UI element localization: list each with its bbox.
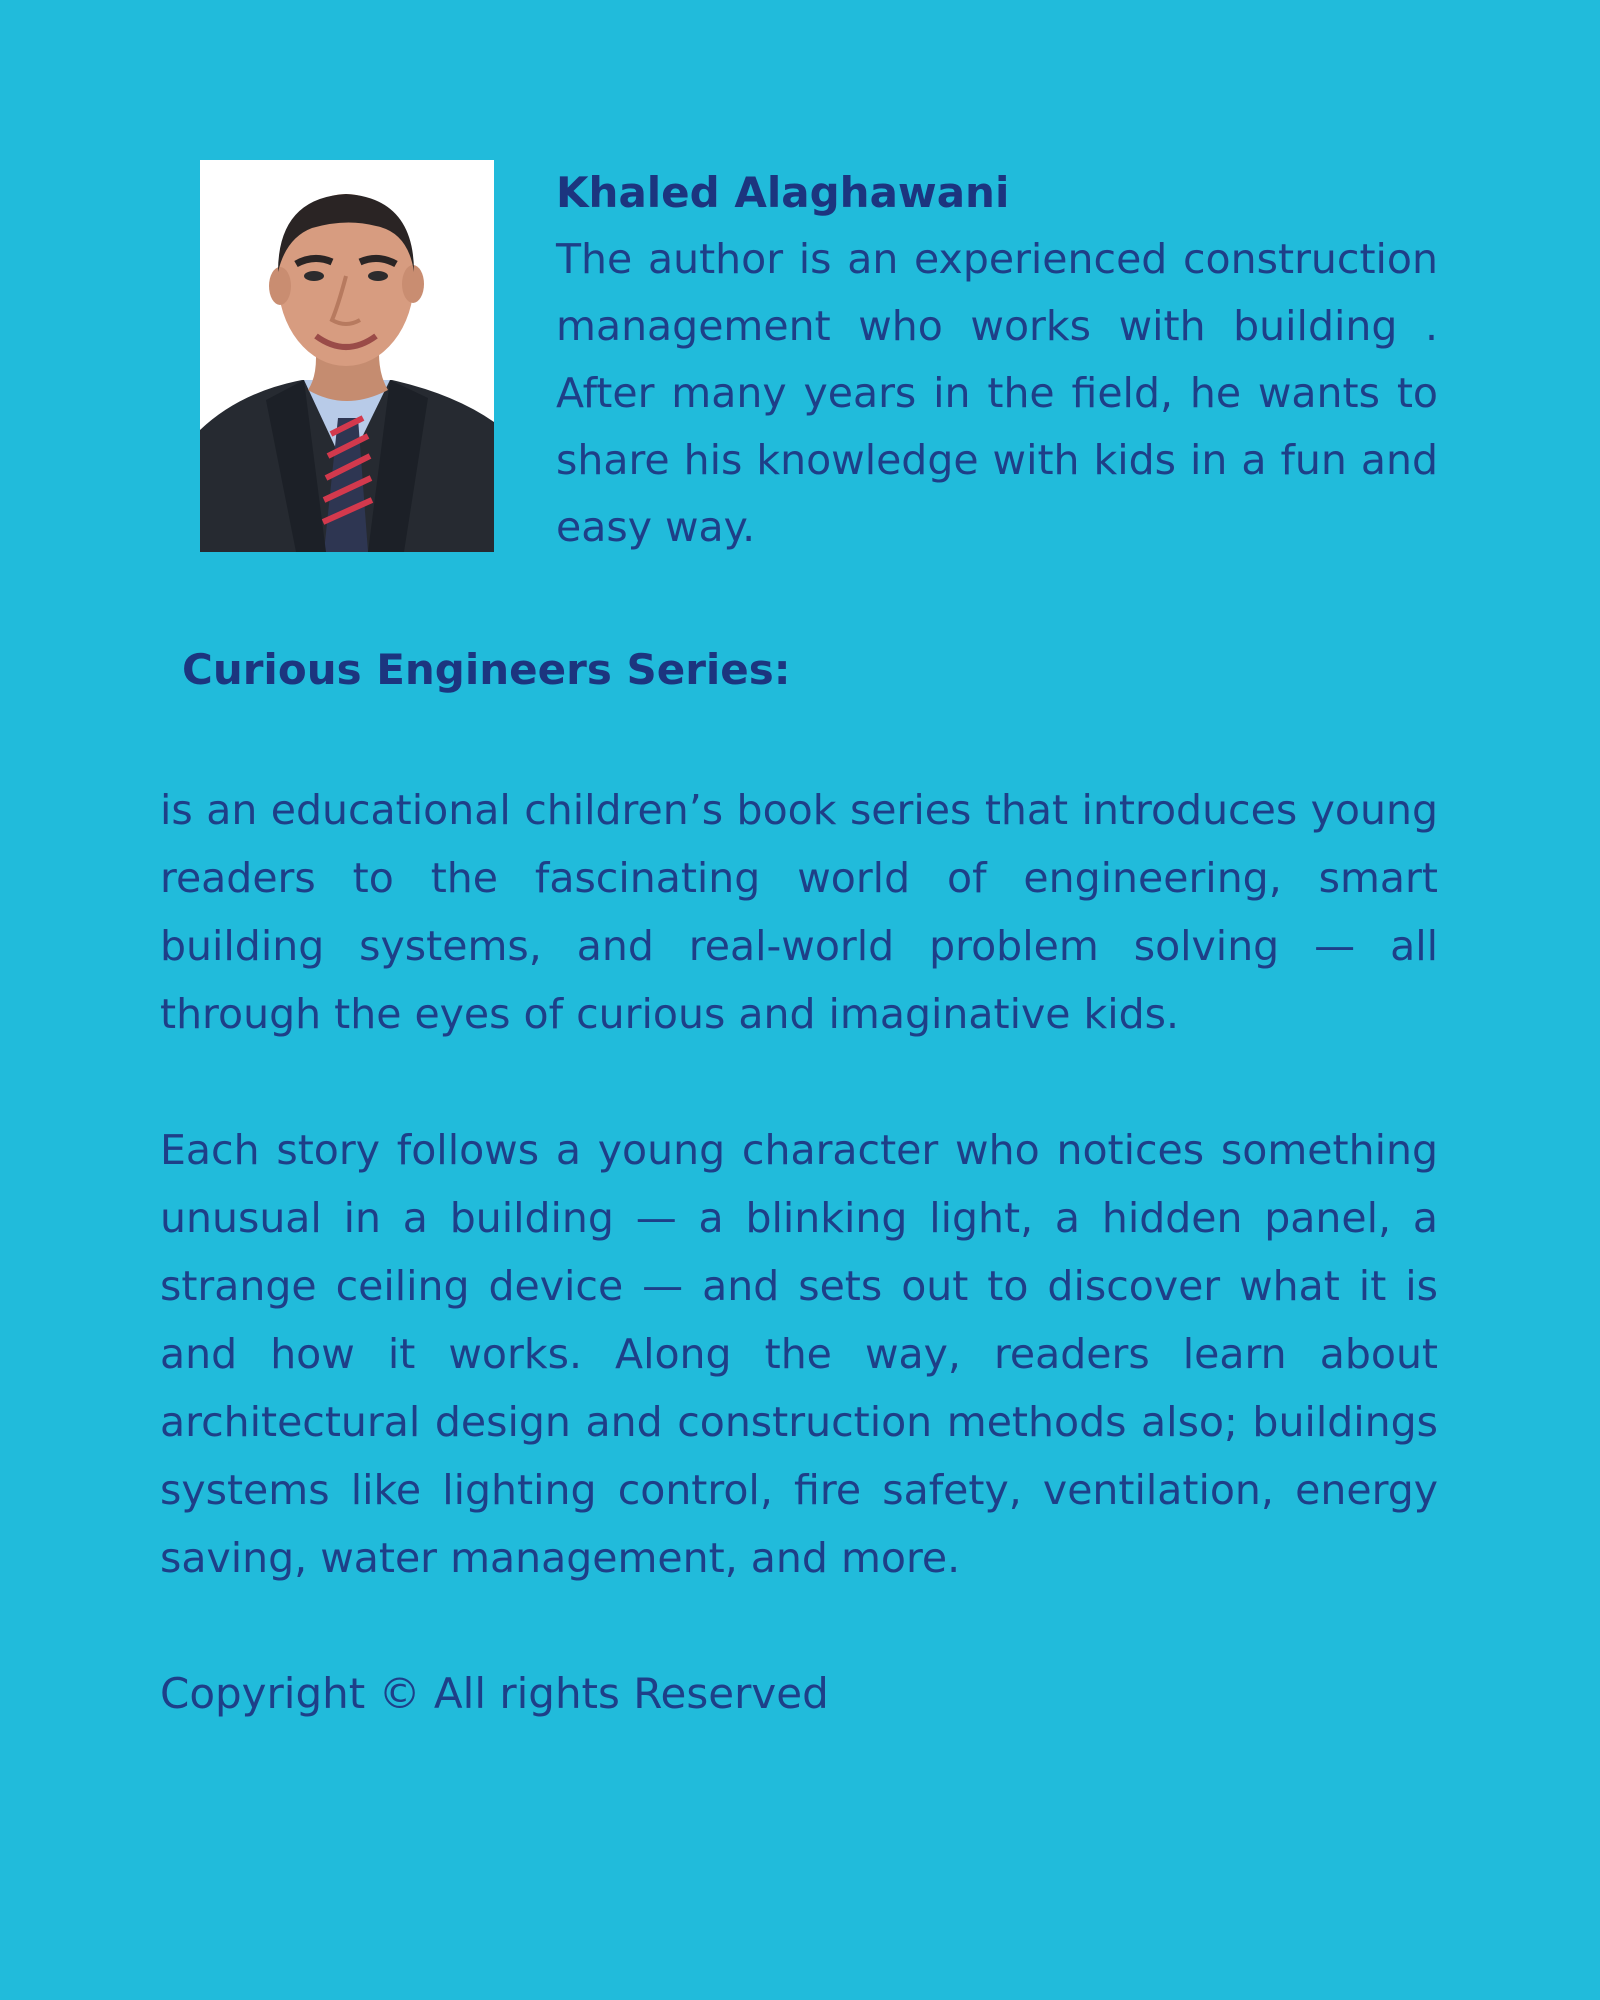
author-bio: The author is an experienced construction management who works with building . After many years in the field, he wants to share his knowledge with kids in a fun and easy way. (556, 235, 1438, 551)
story-description: Each story follows a young character who notices something unusual in a building — a blinking light, a hidden panel, a strange ceiling device — and sets out to discover what it is and how it works. Along the way, readers learn about architectural design and construction methods also; buildings systems like lighting control, fire safety, ventilation, energy saving, water management, and more. (160, 1126, 1438, 1582)
series-heading: Curious Engineers Series: (182, 645, 791, 694)
author-section (556, 168, 1438, 561)
author-portrait (200, 160, 494, 552)
author-photo-icon (200, 160, 494, 552)
author-name: Khaled Alaghawani (556, 168, 1010, 217)
series-description: is an educational children’s book series that introduces young readers to the fascinating world of engineering, smart building systems, and real-world problem solving — all through the eyes of curious and imaginative kids. (160, 786, 1438, 1038)
copyright-notice: Copyright © All rights Reserved (160, 1669, 829, 1718)
